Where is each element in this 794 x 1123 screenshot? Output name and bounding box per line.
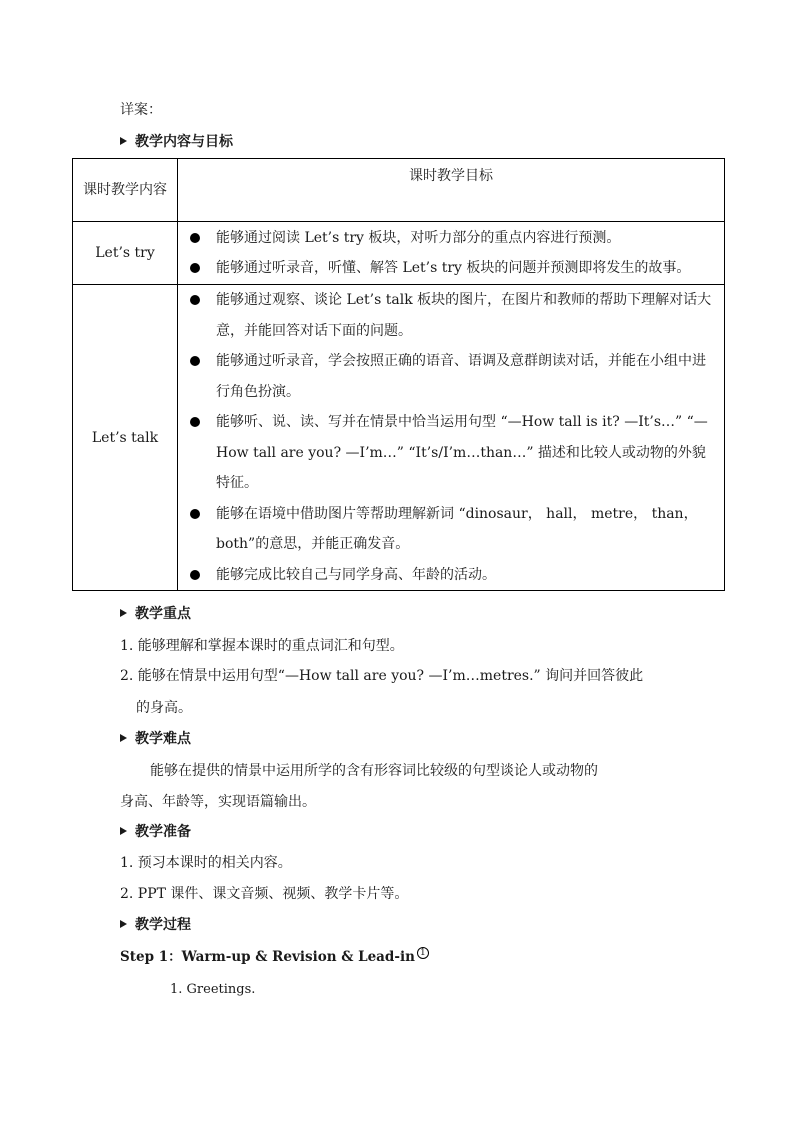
table-header-cell: 课时教学内容 <box>73 159 178 222</box>
table-row-goals <box>178 285 725 591</box>
list-item: 能够听、说、读、写并在情景中恰当运用句型 “—How tall is it? —It’s…” “—How tall are you? —I’m…” “It’s/I’m…than…” 描述和比较人或动物的外貌特征。 <box>178 407 718 499</box>
section-heading-content <box>120 132 233 152</box>
list-item: 能够通过阅读 Let’s try 板块，对听力部分的重点内容进行预测。 <box>178 223 718 254</box>
focus-item-continued: 的身高。 <box>136 700 192 716</box>
section-heading-focus: 教学重点 <box>120 604 191 624</box>
list-item: 能够通过观察、谈论 Let’s talk 板块的图片，在图片和教师的帮助下理解对话大意，并能回答对话下面的问题。 <box>178 285 718 346</box>
goal-list <box>178 223 724 284</box>
table-header-cell: 课时教学目标 <box>178 159 725 222</box>
bullet-dot-icon <box>190 417 200 427</box>
step-heading: Step 1：Warm-up & Revision & Lead-in $^1$ <box>120 947 429 967</box>
bullet-dot-icon <box>190 233 200 243</box>
section-heading-text: 教学内容与目标 <box>135 134 233 150</box>
list-item: 能够完成比较自己与同学身高、年龄的活动。 <box>178 560 718 591</box>
list-item: 能够通过听录音，听懂、解答 Let’s try 板块的问题并预测即将发生的故事。 <box>178 253 718 284</box>
bullet-dot-icon <box>190 263 200 273</box>
triangle-bullet-icon <box>120 827 127 835</box>
bullet-dot-icon <box>190 509 200 519</box>
triangle-bullet-icon <box>120 734 127 742</box>
footnote-marker: 1 <box>417 947 429 959</box>
section-heading-process: 教学过程 <box>120 915 191 935</box>
section-heading-preparation: 教学准备 <box>120 822 191 842</box>
triangle-bullet-icon <box>120 609 127 617</box>
step-item: 1. Greetings. <box>170 982 256 997</box>
table-row <box>73 285 725 591</box>
intro-text: 详案： <box>120 102 162 118</box>
table-row <box>73 222 725 285</box>
list-item: 能够通过听录音，学会按照正确的语音、语调及意群朗读对话，并能在小组中进行角色扮演。 <box>178 346 718 407</box>
focus-item: 2. 能够在情景中运用句型“—How tall are you? —I’m…metres.” 询问并回答彼此 <box>120 668 644 684</box>
difficulty-text-continued: 身高、年龄等，实现语篇输出。 <box>120 794 316 810</box>
difficulty-text: 能够在提供的情景中运用所学的含有形容词比较级的句型谈论人或动物的 <box>150 763 598 779</box>
table-row-goals <box>178 222 725 285</box>
bullet-dot-icon <box>190 295 200 305</box>
goal-list <box>178 285 724 590</box>
prep-item: 1. 预习本课时的相关内容。 <box>120 855 292 871</box>
prep-item: 2. PPT 课件、课文音频、视频、教学卡片等。 <box>120 886 409 902</box>
table-row-label: Let’s try <box>73 222 178 285</box>
list-item: 能够在语境中借助图片等帮助理解新词 “dinosaur， hall， metre， than， both”的意思，并能正确发音。 <box>178 499 718 560</box>
section-heading-difficulty: 教学难点 <box>120 729 191 749</box>
bullet-dot-icon <box>190 356 200 366</box>
bullet-dot-icon <box>190 570 200 580</box>
table-row-label: Let’s talk <box>73 285 178 591</box>
triangle-bullet-icon <box>120 137 127 145</box>
table-header-row <box>73 159 725 222</box>
focus-item: 1. 能够理解和掌握本课时的重点词汇和句型。 <box>120 638 404 654</box>
goals-table <box>72 158 725 591</box>
triangle-bullet-icon <box>120 920 127 928</box>
